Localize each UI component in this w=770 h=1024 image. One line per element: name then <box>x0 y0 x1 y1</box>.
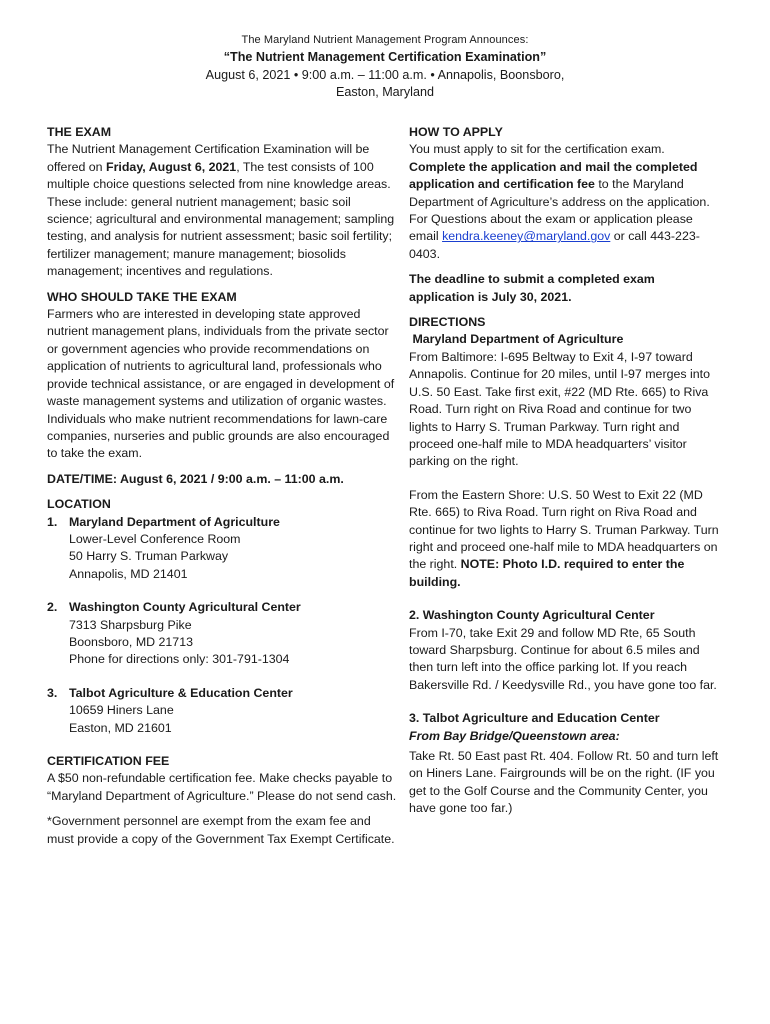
location-name: Maryland Department of Agriculture <box>69 514 280 529</box>
section-fee <box>47 753 397 848</box>
directions-talbot-heading: 3. Talbot Agriculture and Education Center <box>409 711 660 726</box>
directions-eastern-shore <box>409 487 721 591</box>
fee-heading: CERTIFICATION FEE <box>47 754 170 768</box>
apply-text-c: or call 443-223-0403. <box>409 229 700 261</box>
location-line: 10659 Hiners Lane <box>69 703 174 718</box>
location-phone: Phone for directions only: 301-791-1304 <box>69 652 290 667</box>
location-item-1 <box>47 514 397 584</box>
exam-date-line: August 6, 2021 • 9:00 a.m. – 11:00 a.m. • Annapolis, Boonsboro, <box>205 67 565 82</box>
section-exam <box>47 124 397 281</box>
location-name: Washington County Agricultural Center <box>69 600 301 615</box>
section-apply <box>409 124 721 306</box>
section-location <box>47 496 397 737</box>
datetime-line: DATE/TIME: August 6, 2021 / 9:00 a.m. – 11:00 a.m. <box>47 471 344 486</box>
exam-text-b: , The test consists of 100 multiple choice questions selected from nine knowledge areas. These include: general nutrient management; basic soil science; agricultural and environmental management; sampling testing, and analysis for nutrient assessment; basic soil fertility; fertilizer management; manure management; biosolids management; incentives and regulations. <box>47 159 395 279</box>
page-header <box>0 32 770 102</box>
location-line: Boonsboro, MD 21713 <box>69 634 193 649</box>
left-column <box>47 124 397 848</box>
location-line: Annapolis, MD 21401 <box>69 566 188 581</box>
eastern-shore-text: From the Eastern Shore: U.S. 50 West to Exit 22 (MD Rte. 665) to Riva Road. Turn right on Riva Road and continue for two lights to Harry S. Truman Parkway. Turn right and proceed one-half mile to MDA headquarters on the right. <box>409 487 719 572</box>
email-link[interactable]: kendra.keeney@maryland.gov <box>442 229 611 244</box>
exam-date-bold: Friday, August 6, 2021 <box>106 159 237 174</box>
location-item-2 <box>47 599 397 669</box>
apply-text-b: to the Maryland Department of Agriculture’s address on the application. For Questions about the exam or application please email <box>409 177 710 244</box>
location-heading: LOCATION <box>47 497 111 512</box>
section-who <box>47 289 397 463</box>
fee-text: A $50 non-refundable certification fee. Make checks payable to “Maryland Department of Agriculture.” Please do not send cash. <box>47 771 397 803</box>
photo-id-note: NOTE: Photo I.D. required to enter the building. <box>409 557 685 589</box>
directions-heading: DIRECTIONS <box>409 315 486 330</box>
location-line: Easton, MD 21601 <box>69 720 172 735</box>
location-number: 1. <box>47 514 58 529</box>
apply-heading: HOW TO APPLY <box>409 125 503 139</box>
location-name: Talbot Agriculture & Education Center <box>69 685 293 700</box>
location-line: 7313 Sharpsburg Pike <box>69 617 192 632</box>
location-number: 3. <box>47 685 58 700</box>
section-directions <box>409 314 721 818</box>
location-item-3 <box>47 685 397 737</box>
exam-location-line: Easton, Maryland <box>335 85 434 100</box>
location-line: 50 Harry S. Truman Parkway <box>69 549 229 564</box>
apply-text <box>409 141 721 263</box>
right-column <box>409 124 721 818</box>
directions-talbot: Take Rt. 50 East past Rt. 404. Follow Rt. 50 and turn left on Hiners Lane. Fairgrounds will be on the right. (IF you get to the Golf Course and the Community Center, you have gone too far.) <box>409 749 719 816</box>
announcement-line: The Maryland Nutrient Management Program Announces: <box>241 34 529 46</box>
location-line: Lower-Level Conference Room <box>69 531 241 546</box>
apply-text-bold: Complete the application and mail the completed application and certification fee <box>409 159 698 192</box>
directions-washington-heading: 2. Washington County Agricultural Center <box>409 608 655 623</box>
fee-exempt-note: *Government personnel are exempt from the exam fee and must provide a copy of the Government Tax Exempt Certificate. <box>47 814 395 846</box>
who-heading: WHO SHOULD TAKE THE EXAM <box>47 289 237 304</box>
directions-talbot-sub <box>409 728 721 745</box>
who-text: Farmers who are interested in developing state approved nutrient management plans, individuals from the private sector or government agencies who provide recommendations on application of nutrients to agricultural land, professionals who provide technical assistance, or are engaged in development of waste management systems and utilization of organic wastes. Individuals who make nutrient recommendations for lawn-care companies, nurseries and public grounds are also encouraged to take the exam. <box>47 307 395 461</box>
exam-title: “The Nutrient Management Certification Examination” <box>223 50 547 65</box>
directions-washington: From I-70, take Exit 29 and follow MD Rte, 65 South toward Sharpsburg. Continue for about 6.5 miles and then turn left into the office parking lot. If you reach Bakersville Rd. / Keedysville Rd., you have gone too far. <box>409 625 717 692</box>
exam-text <box>47 141 397 280</box>
directions-baltimore: From Baltimore: I-695 Beltway to Exit 4, I-97 toward Annapolis. Continue for 20 miles, until I-97 merges into U.S. 50 East. Take first exit, #22 (MD Rte. 665) to Riva Road. Turn right on Riva Road and continue for two lights to Harry S. Truman Parkway. Turn right and proceed one-half mile to MDA headquarters’ visitor parking on the right. <box>409 349 710 469</box>
exam-heading: THE EXAM <box>47 125 112 139</box>
exam-text-a: The Nutrient Management Certification Examination will be offered on <box>47 142 370 174</box>
apply-text-a: You must apply to sit for the certification exam. <box>409 142 665 157</box>
directions-mda-heading: Maryland Department of Agriculture <box>409 332 624 347</box>
deadline-text: The deadline to submit a completed exam application is July 30, 2021. <box>409 272 655 304</box>
location-list <box>47 514 397 737</box>
location-number: 2. <box>47 600 58 615</box>
talbot-sub-text: From Bay Bridge/Queenstown area: <box>409 728 620 743</box>
